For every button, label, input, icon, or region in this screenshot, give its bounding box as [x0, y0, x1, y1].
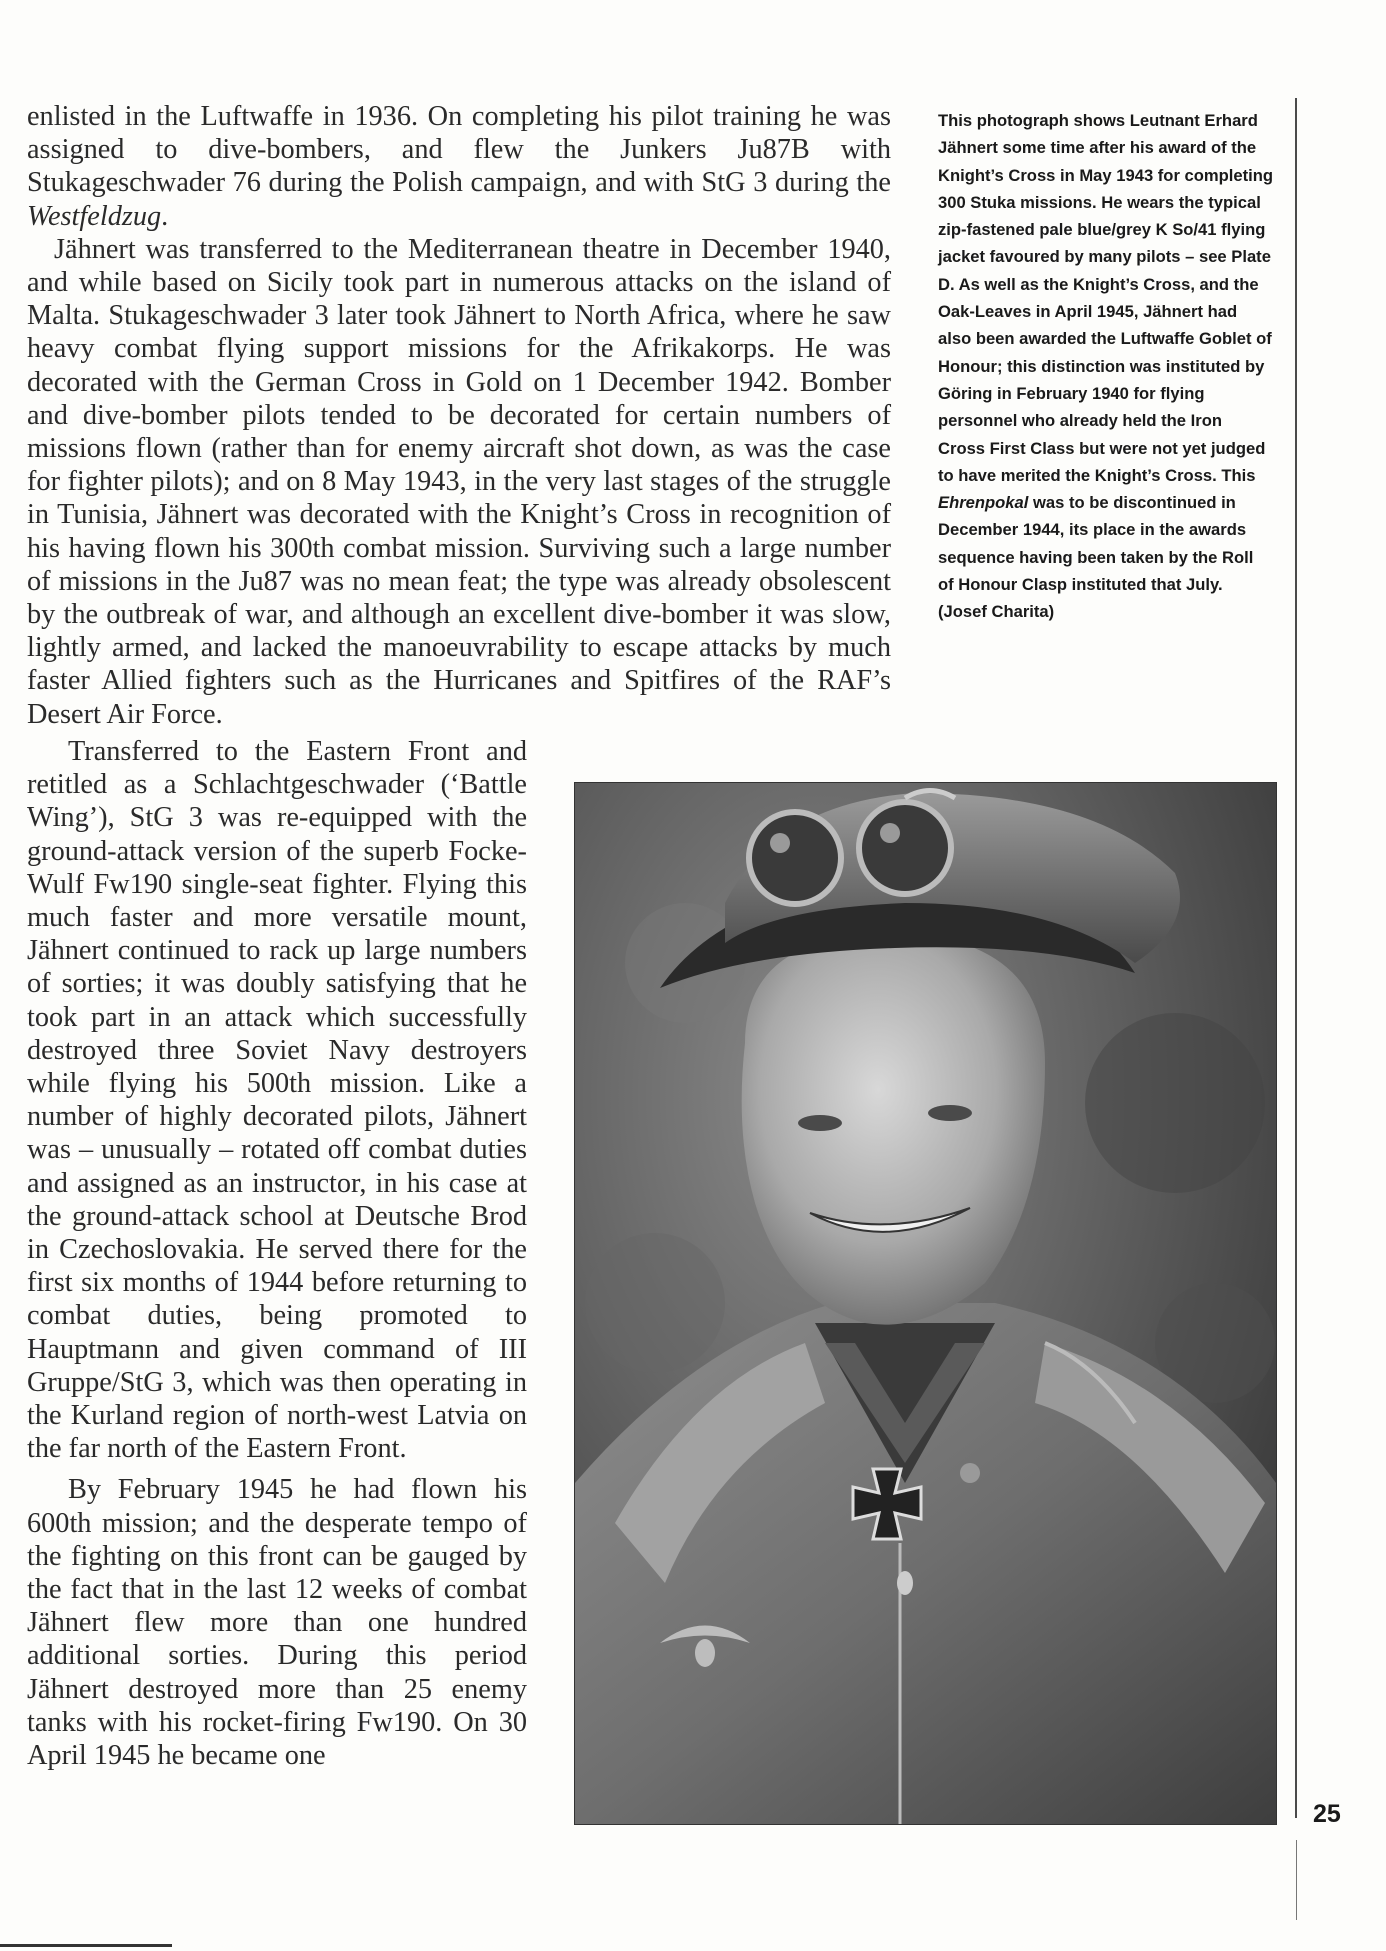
article-top-block	[27, 100, 891, 731]
caption-italic-term: Ehrenpokal	[938, 493, 1029, 513]
bottom-rule	[0, 1944, 172, 1947]
article-narrow-column	[27, 735, 527, 1772]
caption-text: This photograph shows Leutnant Erhard Jähnert some time after his award of the Knight’s Cross in May 1943 for completing 300 Stuka missions. He wears the typical zip-fastened pale blue/grey K So/41 flying jacket favoured by many pilots – see Plate D. As well as the Knight’s Cross, and the Oak-Leaves in April 1945, Jähnert had also been awarded the Luftwaffe Goblet of Honour; this distinction was instituted by Göring in February 1940 for flying personnel who already held the Iron Cross First Class but were not yet judged to have merited the Knight’s Cross. This	[938, 111, 1274, 485]
caption-text-end: was to be discontinued in December 1944, its place in the awards sequence having been taken by the Roll of Honour Clasp instituted that July. (Josef Charita)	[938, 493, 1254, 622]
italic-term: Westfeldzug	[27, 200, 162, 232]
photo-caption	[938, 107, 1273, 626]
portrait-photograph	[574, 782, 1277, 1825]
article-paragraph-2: Jähnert was transferred to the Mediterranean theatre in December 1940, and while based on Sicily took part in numerous attacks on the island of Malta. Stukageschwader 3 later took Jähnert to North Africa, where he saw heavy combat flying support missions for the Afrikakorps. He was decorated with the German Cross in Gold on 1 December 1942. Bomber and dive-bomber pilots tended to be decorated for certain numbers of missions flown (rather than for enemy aircraft shot down, as was the case for fighter pilots); and on 8 May 1943, in the very last stages of the struggle in Tunisia, Jähnert was decorated with the Knight’s Cross in recognition of his having flown his 300th combat mission. Surviving such a large number of missions in the Ju87 was no mean feat; the type was already obsolescent by the outbreak of war, and although an excellent dive-bomber it was slow, lightly armed, and lacked the manoeuvrability to escape attacks by much faster Allied fighters such as the Hurricanes and Spitfires of the RAF’s Desert Air Force.	[27, 233, 891, 730]
paragraph-end: .	[161, 200, 169, 232]
article-paragraph-1	[27, 100, 891, 233]
paragraph-text: enlisted in the Luftwaffe in 1936. On completing his pilot training he was assigned to dive-bombers, and flew the Junkers Ju87B with Stukageschwader 76 during the Polish campaign, and with StG 3 during the	[27, 101, 891, 199]
article-paragraph-4: By February 1945 he had flown his 600th mission; and the desperate tempo of the fighting on this front can be gauged by the fact that in the last 12 weeks of combat Jähnert flew more than one hundred additional sorties. During this period Jähnert destroyed more than 25 enemy tanks with his rocket-firing Fw190. On 30 April 1945 he became one	[27, 1474, 527, 1772]
article-paragraph-3: Transferred to the Eastern Front and retitled as a Schlachtgeschwader (‘Battle Wing’), StG 3 was re-equipped with the ground-attack version of the superb Focke-Wulf Fw190 single-seat fighter. Flying this much faster and more versatile mount, Jähnert continued to rack up large numbers of sorties; it was doubly satisfying that he took part in an attack which successfully destroyed three Soviet Navy destroyers while flying his 500th mission. Like a number of highly decorated pilots, Jähnert was – unusually – rotated off combat duties and assigned as an instructor, in his case at the ground-attack school at Deutsche Brod in Czechoslovakia. He served there for the first six months of 1944 before returning to combat duties, being promoted to Hauptmann and given command of III Gruppe/StG 3, which was then operating in the Kurland region of north-west Latvia on the far north of the Eastern Front.	[27, 736, 527, 1465]
column-divider	[1295, 98, 1297, 1818]
page-number: 25	[1313, 1800, 1341, 1828]
column-divider-lower	[1296, 1840, 1297, 1920]
